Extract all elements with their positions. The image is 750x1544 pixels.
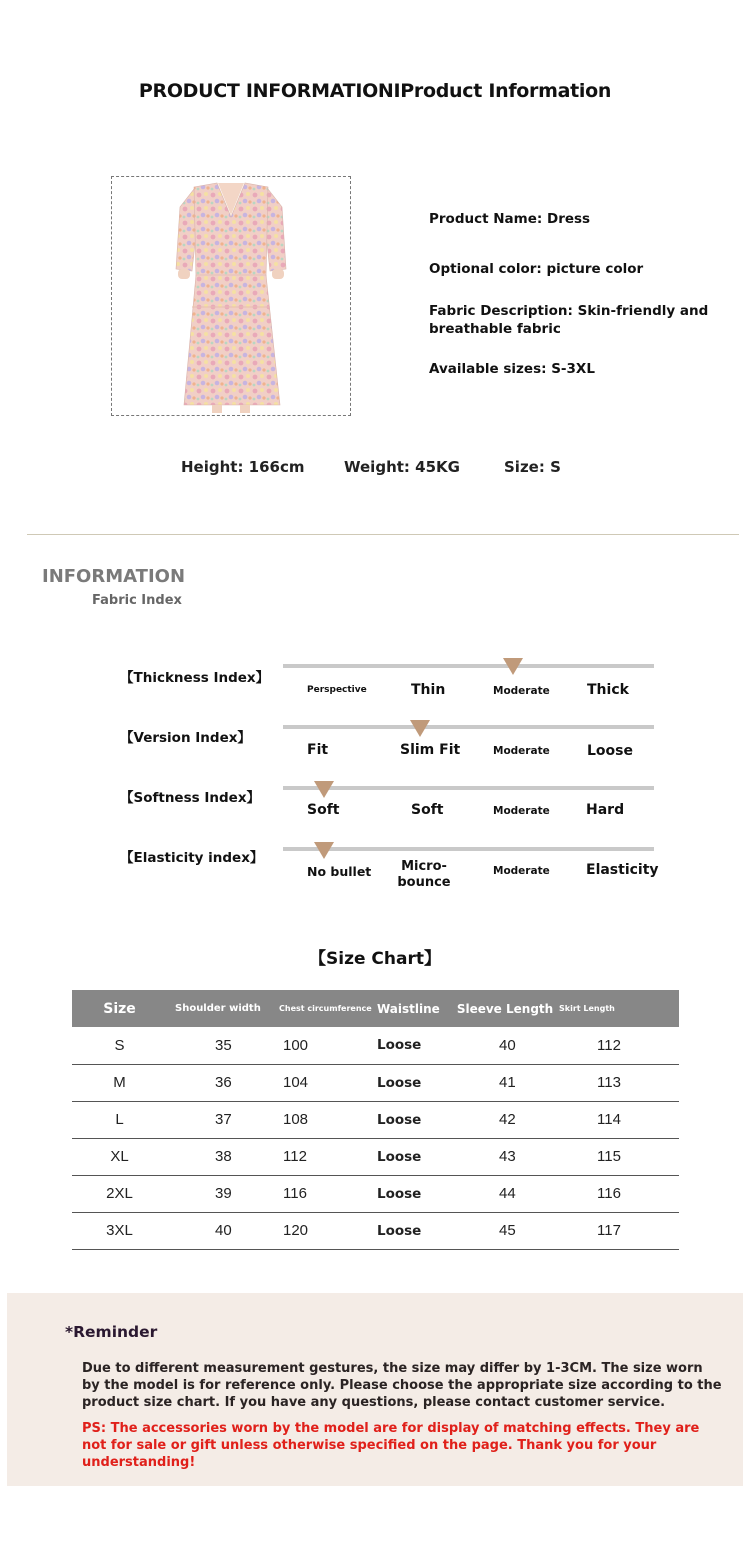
cell-sleeve: 41 — [455, 1064, 555, 1101]
size-chart-title: 【Size Chart】 — [309, 949, 441, 969]
cell-sleeve: 40 — [455, 1027, 555, 1064]
thickness-option: Thick — [587, 682, 629, 698]
reminder-panel — [7, 1293, 743, 1486]
cell-size: XL — [72, 1138, 167, 1175]
cell-sleeve: 42 — [455, 1101, 555, 1138]
cell-shoulder: 39 — [167, 1175, 277, 1212]
softness-option: Soft — [307, 802, 340, 818]
model-weight: Weight: 45KG — [344, 458, 460, 476]
thickness-option: Thin — [411, 682, 446, 698]
cell-size: L — [72, 1101, 167, 1138]
cell-chest: 104 — [277, 1064, 377, 1101]
model-height: Height: 166cm — [181, 458, 305, 476]
cell-waistline: Loose — [377, 1212, 455, 1249]
elasticity-option: Moderate — [493, 865, 550, 877]
cell-size: M — [72, 1064, 167, 1101]
cell-skirt: 115 — [555, 1138, 679, 1175]
page-title: PRODUCT INFORMATIONIProduct Information — [138, 80, 612, 102]
thickness-option: Moderate — [493, 685, 550, 697]
size-chart-header-row — [72, 990, 679, 1027]
product-color: Optional color: picture color — [429, 261, 644, 277]
product-sizes: Available sizes: S-3XL — [429, 361, 595, 377]
model-size: Size: S — [504, 458, 561, 476]
cell-size: 2XL — [72, 1175, 167, 1212]
cell-chest: 112 — [277, 1138, 377, 1175]
version-option: Fit — [307, 742, 329, 758]
softness-index-marker — [314, 781, 334, 798]
softness-index-label: 【Softness Index】 — [120, 790, 261, 806]
cell-chest: 116 — [277, 1175, 377, 1212]
softness-option: Soft — [411, 802, 444, 818]
version-option: Slim Fit — [400, 742, 461, 758]
reminder-ps: PS: The accessories worn by the model are for display of matching effects. They are not for sale or gift unless otherwise specified on the page. Thank you for your understanding! — [82, 1421, 700, 1470]
header-skirt-length: Skirt Length — [555, 990, 679, 1027]
thickness-option: Perspective — [307, 685, 367, 695]
thickness-index-bar — [283, 664, 654, 668]
section-title: INFORMATION — [42, 566, 186, 587]
cell-shoulder: 40 — [167, 1212, 277, 1249]
softness-option: Hard — [586, 802, 625, 818]
version-index-bar — [283, 725, 654, 729]
elasticity-index-label: 【Elasticity index】 — [120, 850, 264, 866]
cell-shoulder: 36 — [167, 1064, 277, 1101]
cell-waistline: Loose — [377, 1175, 455, 1212]
thickness-index-marker — [503, 658, 523, 675]
elasticity-option: Micro-bounce — [397, 859, 451, 890]
cell-size: 3XL — [72, 1212, 167, 1249]
cell-skirt: 113 — [555, 1064, 679, 1101]
cell-sleeve: 45 — [455, 1212, 555, 1249]
version-option: Moderate — [493, 745, 550, 757]
thickness-index-label: 【Thickness Index】 — [120, 670, 270, 686]
cell-shoulder: 37 — [167, 1101, 277, 1138]
cell-skirt: 116 — [555, 1175, 679, 1212]
table-row — [72, 1027, 679, 1064]
size-chart-table — [72, 990, 679, 1250]
cell-waistline: Loose — [377, 1064, 455, 1101]
dress-illustration — [112, 177, 350, 415]
cell-waistline: Loose — [377, 1027, 455, 1064]
cell-size: S — [72, 1027, 167, 1064]
elasticity-index-marker — [314, 842, 334, 859]
header-size: Size — [72, 990, 167, 1027]
table-row — [72, 1138, 679, 1175]
cell-chest: 108 — [277, 1101, 377, 1138]
version-index-label: 【Version Index】 — [120, 730, 251, 746]
product-fabric: Fabric Description: Skin-friendly and breathable fabric — [429, 303, 709, 337]
header-waistline: Waistline — [377, 990, 455, 1027]
cell-sleeve: 43 — [455, 1138, 555, 1175]
reminder-title: *Reminder — [65, 1323, 158, 1341]
elasticity-option: Elasticity — [586, 862, 659, 878]
cell-skirt: 112 — [555, 1027, 679, 1064]
cell-chest: 100 — [277, 1027, 377, 1064]
product-name: Product Name: Dress — [429, 211, 591, 227]
cell-shoulder: 35 — [167, 1027, 277, 1064]
cell-waistline: Loose — [377, 1101, 455, 1138]
elasticity-option: No bullet — [307, 864, 372, 879]
table-row — [72, 1175, 679, 1212]
cell-skirt: 117 — [555, 1212, 679, 1249]
header-chest-circumference: Chest circumference — [277, 990, 377, 1027]
cell-skirt: 114 — [555, 1101, 679, 1138]
cell-chest: 120 — [277, 1212, 377, 1249]
cell-waistline: Loose — [377, 1138, 455, 1175]
softness-index-bar — [283, 786, 654, 790]
version-option: Loose — [587, 743, 633, 759]
product-photo — [111, 176, 351, 416]
header-sleeve-length: Sleeve Length — [455, 990, 555, 1027]
reminder-body: Due to different measurement gestures, the size may differ by 1-3CM. The size worn by the model is for reference only. Please choose the appropriate size according to the product size chart. If you have any questions, please contact customer service. — [82, 1361, 722, 1410]
elasticity-index-bar — [283, 847, 654, 851]
cell-shoulder: 38 — [167, 1138, 277, 1175]
table-row — [72, 1064, 679, 1101]
header-shoulder-width: Shoulder width — [167, 990, 277, 1027]
cell-sleeve: 44 — [455, 1175, 555, 1212]
softness-option: Moderate — [493, 805, 550, 817]
section-divider — [27, 534, 739, 535]
section-subtitle: Fabric Index — [92, 593, 182, 608]
table-row — [72, 1101, 679, 1138]
table-row — [72, 1212, 679, 1249]
version-index-marker — [410, 720, 430, 737]
